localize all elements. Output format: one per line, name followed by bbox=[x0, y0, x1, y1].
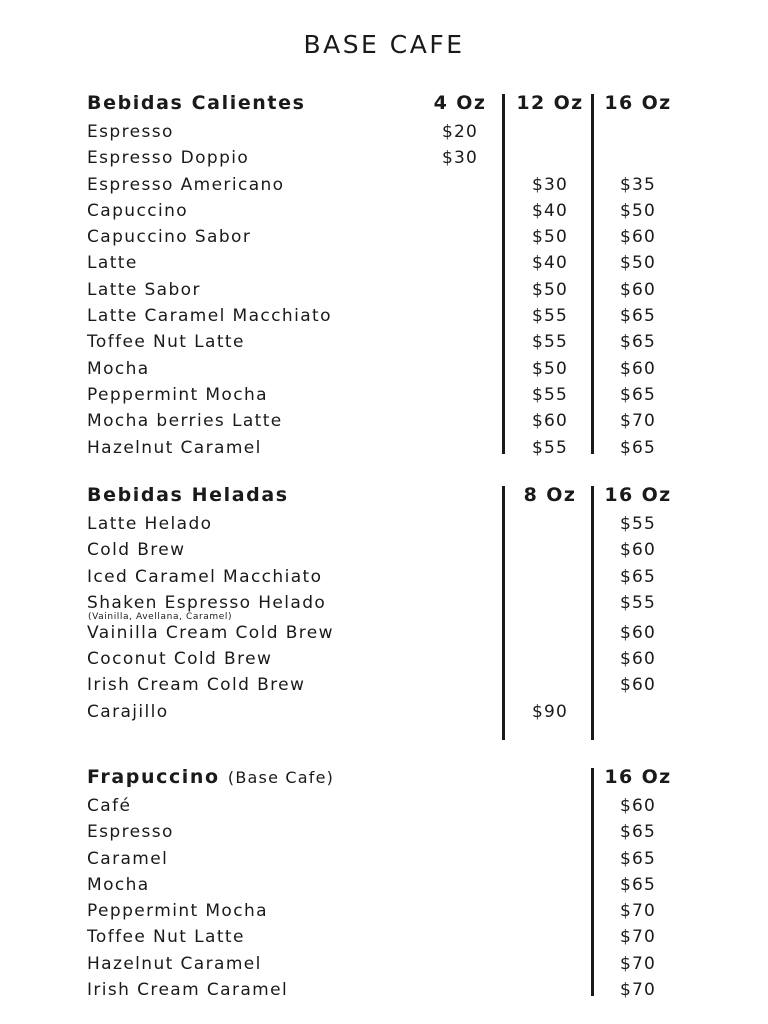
menu-item bbox=[0, 304, 768, 330]
price-16oz: $65 bbox=[619, 848, 657, 869]
item-name: Latte bbox=[87, 253, 138, 274]
price-16oz: $60 bbox=[619, 796, 657, 816]
menu-item bbox=[0, 952, 768, 978]
item-note: (Vainilla, Avellana, Caramel) bbox=[88, 611, 233, 622]
item-name: Café bbox=[87, 796, 132, 816]
menu-item bbox=[0, 847, 768, 873]
menu-item bbox=[0, 978, 768, 1004]
menu-item bbox=[0, 820, 768, 846]
item-name: Iced Caramel Macchiato bbox=[87, 566, 323, 587]
section-header bbox=[0, 766, 768, 794]
price-12oz: $50 bbox=[531, 279, 569, 300]
price-16oz: $65 bbox=[619, 874, 657, 895]
column-divider bbox=[591, 94, 594, 454]
item-name: Espresso Doppio bbox=[87, 148, 250, 169]
item-name: Irish Cream Caramel bbox=[87, 980, 289, 1001]
column-divider bbox=[591, 486, 594, 740]
price-12oz: $55 bbox=[531, 332, 569, 353]
price-16oz: $65 bbox=[619, 822, 657, 843]
section-title: Bebidas Heladas bbox=[87, 484, 289, 506]
item-name: Irish Cream Cold Brew bbox=[87, 675, 306, 696]
menu-item bbox=[0, 436, 768, 462]
section-header bbox=[0, 92, 768, 120]
price-16oz: $65 bbox=[619, 437, 657, 458]
item-name: Peppermint Mocha bbox=[87, 384, 268, 405]
item-name: Capuccino Sabor bbox=[87, 227, 252, 248]
menu-item bbox=[0, 621, 768, 647]
menu-item bbox=[0, 225, 768, 251]
price-16oz: $65 bbox=[619, 332, 657, 353]
item-name: Carajillo bbox=[87, 701, 169, 722]
price-12oz: $40 bbox=[531, 200, 569, 221]
item-name: Mocha bbox=[87, 874, 150, 895]
section-frapuccino bbox=[0, 766, 768, 1004]
item-name: Latte Helado bbox=[87, 514, 213, 534]
item-name: Coconut Cold Brew bbox=[87, 649, 273, 670]
size-header-8oz: 8 Oz bbox=[523, 484, 577, 506]
price-16oz: $70 bbox=[619, 927, 657, 948]
section-title: Bebidas Calientes bbox=[87, 92, 306, 114]
item-name: Mocha berries Latte bbox=[87, 411, 283, 432]
price-16oz: $65 bbox=[619, 566, 657, 587]
price-16oz: $55 bbox=[619, 514, 657, 534]
size-header-4oz: 4 Oz bbox=[433, 92, 487, 114]
menu-item bbox=[0, 383, 768, 409]
menu-item bbox=[0, 173, 768, 199]
size-header-12oz: 12 Oz bbox=[516, 92, 584, 114]
price-16oz: $65 bbox=[619, 306, 657, 327]
item-name: Espresso bbox=[87, 822, 174, 843]
page-title: BASE CAFE bbox=[303, 30, 465, 59]
price-16oz: $60 bbox=[619, 279, 657, 300]
price-16oz: $50 bbox=[619, 200, 657, 221]
menu-item bbox=[0, 199, 768, 225]
price-16oz: $70 bbox=[619, 953, 657, 974]
item-name: Shaken Espresso Helado bbox=[87, 592, 327, 613]
item-name: Vainilla Cream Cold Brew bbox=[87, 622, 334, 643]
price-16oz: $60 bbox=[619, 649, 657, 670]
section-iced-drinks bbox=[0, 484, 768, 726]
item-name: Hazelnut Caramel bbox=[87, 953, 262, 974]
size-header-16oz: 16 Oz bbox=[604, 484, 672, 506]
menu-item bbox=[0, 673, 768, 699]
price-4oz: $20 bbox=[441, 122, 479, 142]
section-subtitle: (Base Cafe) bbox=[227, 768, 335, 787]
price-16oz: $50 bbox=[619, 253, 657, 274]
price-12oz: $55 bbox=[531, 306, 569, 327]
column-divider bbox=[502, 486, 505, 740]
price-12oz: $30 bbox=[531, 174, 569, 195]
item-name: Hazelnut Caramel bbox=[87, 437, 262, 458]
menu-item bbox=[0, 565, 768, 591]
price-16oz: $70 bbox=[619, 411, 657, 432]
item-name: Espresso bbox=[87, 122, 174, 142]
item-name: Latte Caramel Macchiato bbox=[87, 306, 332, 327]
menu-item bbox=[0, 700, 768, 726]
section-title-text: Frapuccino bbox=[87, 766, 220, 788]
menu-item bbox=[0, 925, 768, 951]
section-title bbox=[87, 766, 334, 788]
price-12oz: $55 bbox=[531, 384, 569, 405]
menu-item bbox=[0, 330, 768, 356]
section-header bbox=[0, 484, 768, 512]
item-name: Cold Brew bbox=[87, 540, 186, 561]
price-4oz: $30 bbox=[441, 148, 479, 169]
size-header-16oz: 16 Oz bbox=[604, 92, 672, 114]
item-name: Toffee Nut Latte bbox=[87, 927, 245, 948]
menu-item bbox=[0, 591, 768, 621]
price-8oz: $90 bbox=[531, 701, 569, 722]
menu-item bbox=[0, 251, 768, 277]
menu-item bbox=[0, 409, 768, 435]
menu-item bbox=[0, 538, 768, 564]
menu-item bbox=[0, 794, 768, 820]
price-12oz: $50 bbox=[531, 227, 569, 248]
price-12oz: $50 bbox=[531, 358, 569, 379]
price-16oz: $35 bbox=[619, 174, 657, 195]
menu-item bbox=[0, 146, 768, 172]
item-name: Capuccino bbox=[87, 200, 189, 221]
item-name: Latte Sabor bbox=[87, 279, 201, 300]
item-name: Mocha bbox=[87, 358, 150, 379]
price-12oz: $55 bbox=[531, 437, 569, 458]
menu-item bbox=[0, 647, 768, 673]
column-divider bbox=[591, 768, 594, 996]
price-16oz: $60 bbox=[619, 540, 657, 561]
item-name: Espresso Americano bbox=[87, 174, 285, 195]
size-header-16oz: 16 Oz bbox=[604, 766, 672, 788]
price-16oz: $70 bbox=[619, 980, 657, 1001]
price-16oz: $55 bbox=[619, 592, 657, 613]
menu-item bbox=[0, 873, 768, 899]
price-16oz: $60 bbox=[619, 675, 657, 696]
price-12oz: $40 bbox=[531, 253, 569, 274]
menu-item bbox=[0, 120, 768, 146]
section-hot-drinks bbox=[0, 92, 768, 462]
item-name: Toffee Nut Latte bbox=[87, 332, 245, 353]
item-name: Caramel bbox=[87, 848, 169, 869]
item-name: Peppermint Mocha bbox=[87, 901, 268, 922]
menu-item bbox=[0, 278, 768, 304]
menu-item bbox=[0, 899, 768, 925]
column-divider bbox=[502, 94, 505, 454]
menu-item bbox=[0, 357, 768, 383]
price-16oz: $60 bbox=[619, 227, 657, 248]
price-12oz: $60 bbox=[531, 411, 569, 432]
price-16oz: $70 bbox=[619, 901, 657, 922]
price-16oz: $65 bbox=[619, 384, 657, 405]
price-16oz: $60 bbox=[619, 622, 657, 643]
price-16oz: $60 bbox=[619, 358, 657, 379]
menu-item bbox=[0, 512, 768, 538]
